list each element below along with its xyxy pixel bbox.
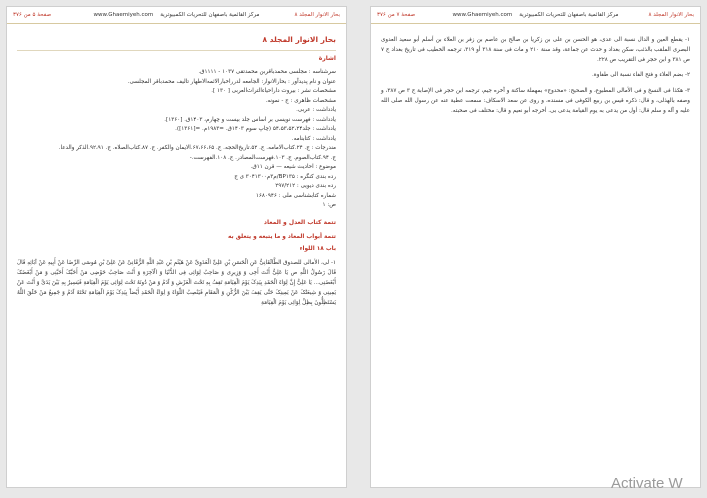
section-heading: تتمة کتاب العدل و المعاد [263,218,336,226]
header-center [452,7,618,23]
page-header-left [7,7,346,24]
catalog-line: سرشناسه : مجلسی محمدباقربن محمدتقی ۱۰۳۷ - ۱۱۱۱ق. [198,69,336,75]
footnote: ۳- هکذا فی النسخ و فی الأمالی المطبوع، و الصحیح: «محدوج» بمهملة ساکنة و آخره جیم، ترجمه ابن حجر فی الإصابة ج ۳ ص ۳۸۷، و وصفه بالهذلی، و قال: ذکره قیس بن ربیع الکوفی فی مسنده، و روی عن سعد الاسکاف: سمعت عطیة عنه عن رسول الله صلی الله علیه و آله و سلم قال: أول من یدعی به یوم القیامة یدعی بی. أخرجه أبو نعیم و قال: مختلف فی صحبته. [381,87,690,114]
page-number: صفحهٔ ۵ من ۳۷۶ [13,12,52,18]
catalog-line: یادداشت : عربی. [296,107,336,113]
catalog-line: رده بندی دیویی : ۲۹۷/۲۱۲ [275,183,336,189]
page-content-right [381,29,690,121]
book-label: بحار الانوار المجلد ۸ [294,12,340,18]
hadith-paragraph: ۱- لی، الأمالی للصدوق الطَّالَقَانِیُّ عَنِ الْحَسَنِ بْنِ عَلِیٍّ الْعَدَوِیِّ عَنْ هَیْثَمِ بْنِ عَبْدِ اللَّهِ الرُّمَّانِیِّ عَنْ عَلِیِّ بْنِ مُوسَی الرِّضَا عَنْ أَبِیهِ عَنْ آبَائِهِ قَالَ قَالَ رَسُولُ اللَّهِ ص یَا عَلِیُّ أَنْتَ أَخِی وَ وَزِیرِی وَ صَاحِبُ لِوَائِی فِی الدُّنْیَا وَ الْآخِرَةِ وَ أَنْتَ صَاحِبُ حَوْضِی مَنْ أَحَبَّکَ أَحَبَّنِی وَ مَنْ أَبْغَضَکَ أَبْغَضَنِی... یَا عَلِیُّ إِنَّ لِوَاءَ الْحَمْدِ بِیَدِکَ یَوْمَ الْقِیَامَةِ تَقِفُ بِهِ تَحْتَ الْعَرْشِ وَ آدَمُ وَ مَنْ دُونَهُ تَحْتَ لِوَائِی یَوْمَ الْقِیَامَةِ فَیَسِیرُ بِهِ بَیْنَ یَدَیَّ وَ أَنْتَ عَنْ یَمِینِی وَ شِیعَتُکَ عَنْ یَمِینِکَ حَتَّی یَقِفَ بَیْنَ الرُّکْنِ وَ الْمَقَامِ فَیَنْصِبُ اللِّوَاءَ وَ لِوَاءُ الْحَمْدِ أَیْضاً بِیَدِکَ یَوْمَ الْقِیَامَةِ تَحْتَهُ آدَمُ وَ جَمِیعُ مَنْ خَلَقَ اللَّهُ یَسْتَظِلُّونَ بِظِلِّ لِوَائِی یَوْمَ الْقِیَامَةِ [17,259,336,306]
chapter-heading: باب ۱۸ اللواء [299,245,336,252]
document-page-right [370,6,701,488]
page-header-right [371,7,700,24]
page-content-left [17,29,336,313]
divider [17,50,336,51]
page-number: صفحهٔ ۷ من ۳۷۶ [377,12,416,18]
book-label: بحار الانوار المجلد ۸ [648,12,694,18]
catalog-line: مشخصات ظاهری : ج - نمونه. [265,97,336,104]
catalog-line: موضوع : احادیث شیعه — قرن ۱۱ق. [250,164,336,170]
footnote: ۱- یقطع العین و الدال نسبة الی عدی، هو الحسن بن علی بن زکریا بن صالح بن عاصم بن زفر بن العلاء بن أسلم أبو سعید العدوی البصری الملقب بالذئب، سکن بغداد و حدث عن جماعة، وقد سنة ۲۱۰ و مات فی سنة ۳۱۸ أو ۳۱۹، ترجمه الخطیب فی تاریخ بغداد ج ۷ ص ۳۸۱ و ابن حجر فی التقریب ص ۲۲۸. [381,36,690,63]
catalog-line: رده بندی کنگره : BP۱۳۵/م۳م۳۰۴۱۳۰۰ ی ج [234,173,336,180]
section-heading-ishara: اشارة [318,55,336,62]
catalog-line: مندرجات : ج. ۲۴.کتاب‌الامامه. ج. ۵۲.تاریخ‌الحجه. ج. ۶۷،۶۶،۶۵.الایمان والکفر. ج. ۸۷.کتاب‌الصلاه. ج. ۹۲،۹۱.الذکر والدعا. [58,145,336,151]
section-subheading: تتمة أبواب المعاد و ما یتبعه و یتعلق به [228,233,336,240]
site-url: www.Ghaemiyeh.com [452,12,513,18]
center-name: مرکز القائمیة باصفهان للتحریات الکمبیوتریة [160,12,260,18]
catalog-line: مشخصات نشر : بیروت داراحیاءالتراث‌العربی [ ۱۳۰ ]. [211,88,336,94]
catalog-line: یادداشت : کتابنامه. [291,135,336,142]
catalog-line: ص: ۱ [322,202,336,208]
catalog-line: عنوان و نام پدیدآور : بحارالانوار: الجامعه لدرراخبارالائمه‌الاطهار تالیف محمدباقر المجلسی. [127,78,336,85]
header-center [93,7,259,23]
catalog-line: یادداشت : جلد۵۴،۵۳،۵۲،۲۴ (چاپ سوم ۱۴۰۳ق. =۱۹۸۳م. =[۱۳۶۱]). [175,126,336,132]
document-page-left [6,6,347,488]
activate-windows-watermark: Activate W [611,475,683,492]
book-title: بحار الانوار المجلد ۸ [262,35,336,44]
catalog-line: ج. ۹۴.کتاب‌الصوم. ج. ۱۰۳.فهرست‌المصادر. ج. ۱۰۸.الفهرست.- [189,154,336,161]
catalog-line: شماره کتابشناسی ملی : ۱۶۸۰۹۴۶ [255,192,336,199]
footnote: ۲- بضم العلاء و فتح الفاء نسبة الی طفاوة. [592,72,690,79]
catalog-line: یادداشت : فهرست نویسی بر اساس جلد بیست و چهارم، ۱۴۰۳ق. [۱۳۶۰]. [164,116,336,123]
center-name: مرکز القائمیة باصفهان للتحریات الکمبیوتریة [519,12,619,18]
site-url: www.Ghaemiyeh.com [93,12,154,18]
